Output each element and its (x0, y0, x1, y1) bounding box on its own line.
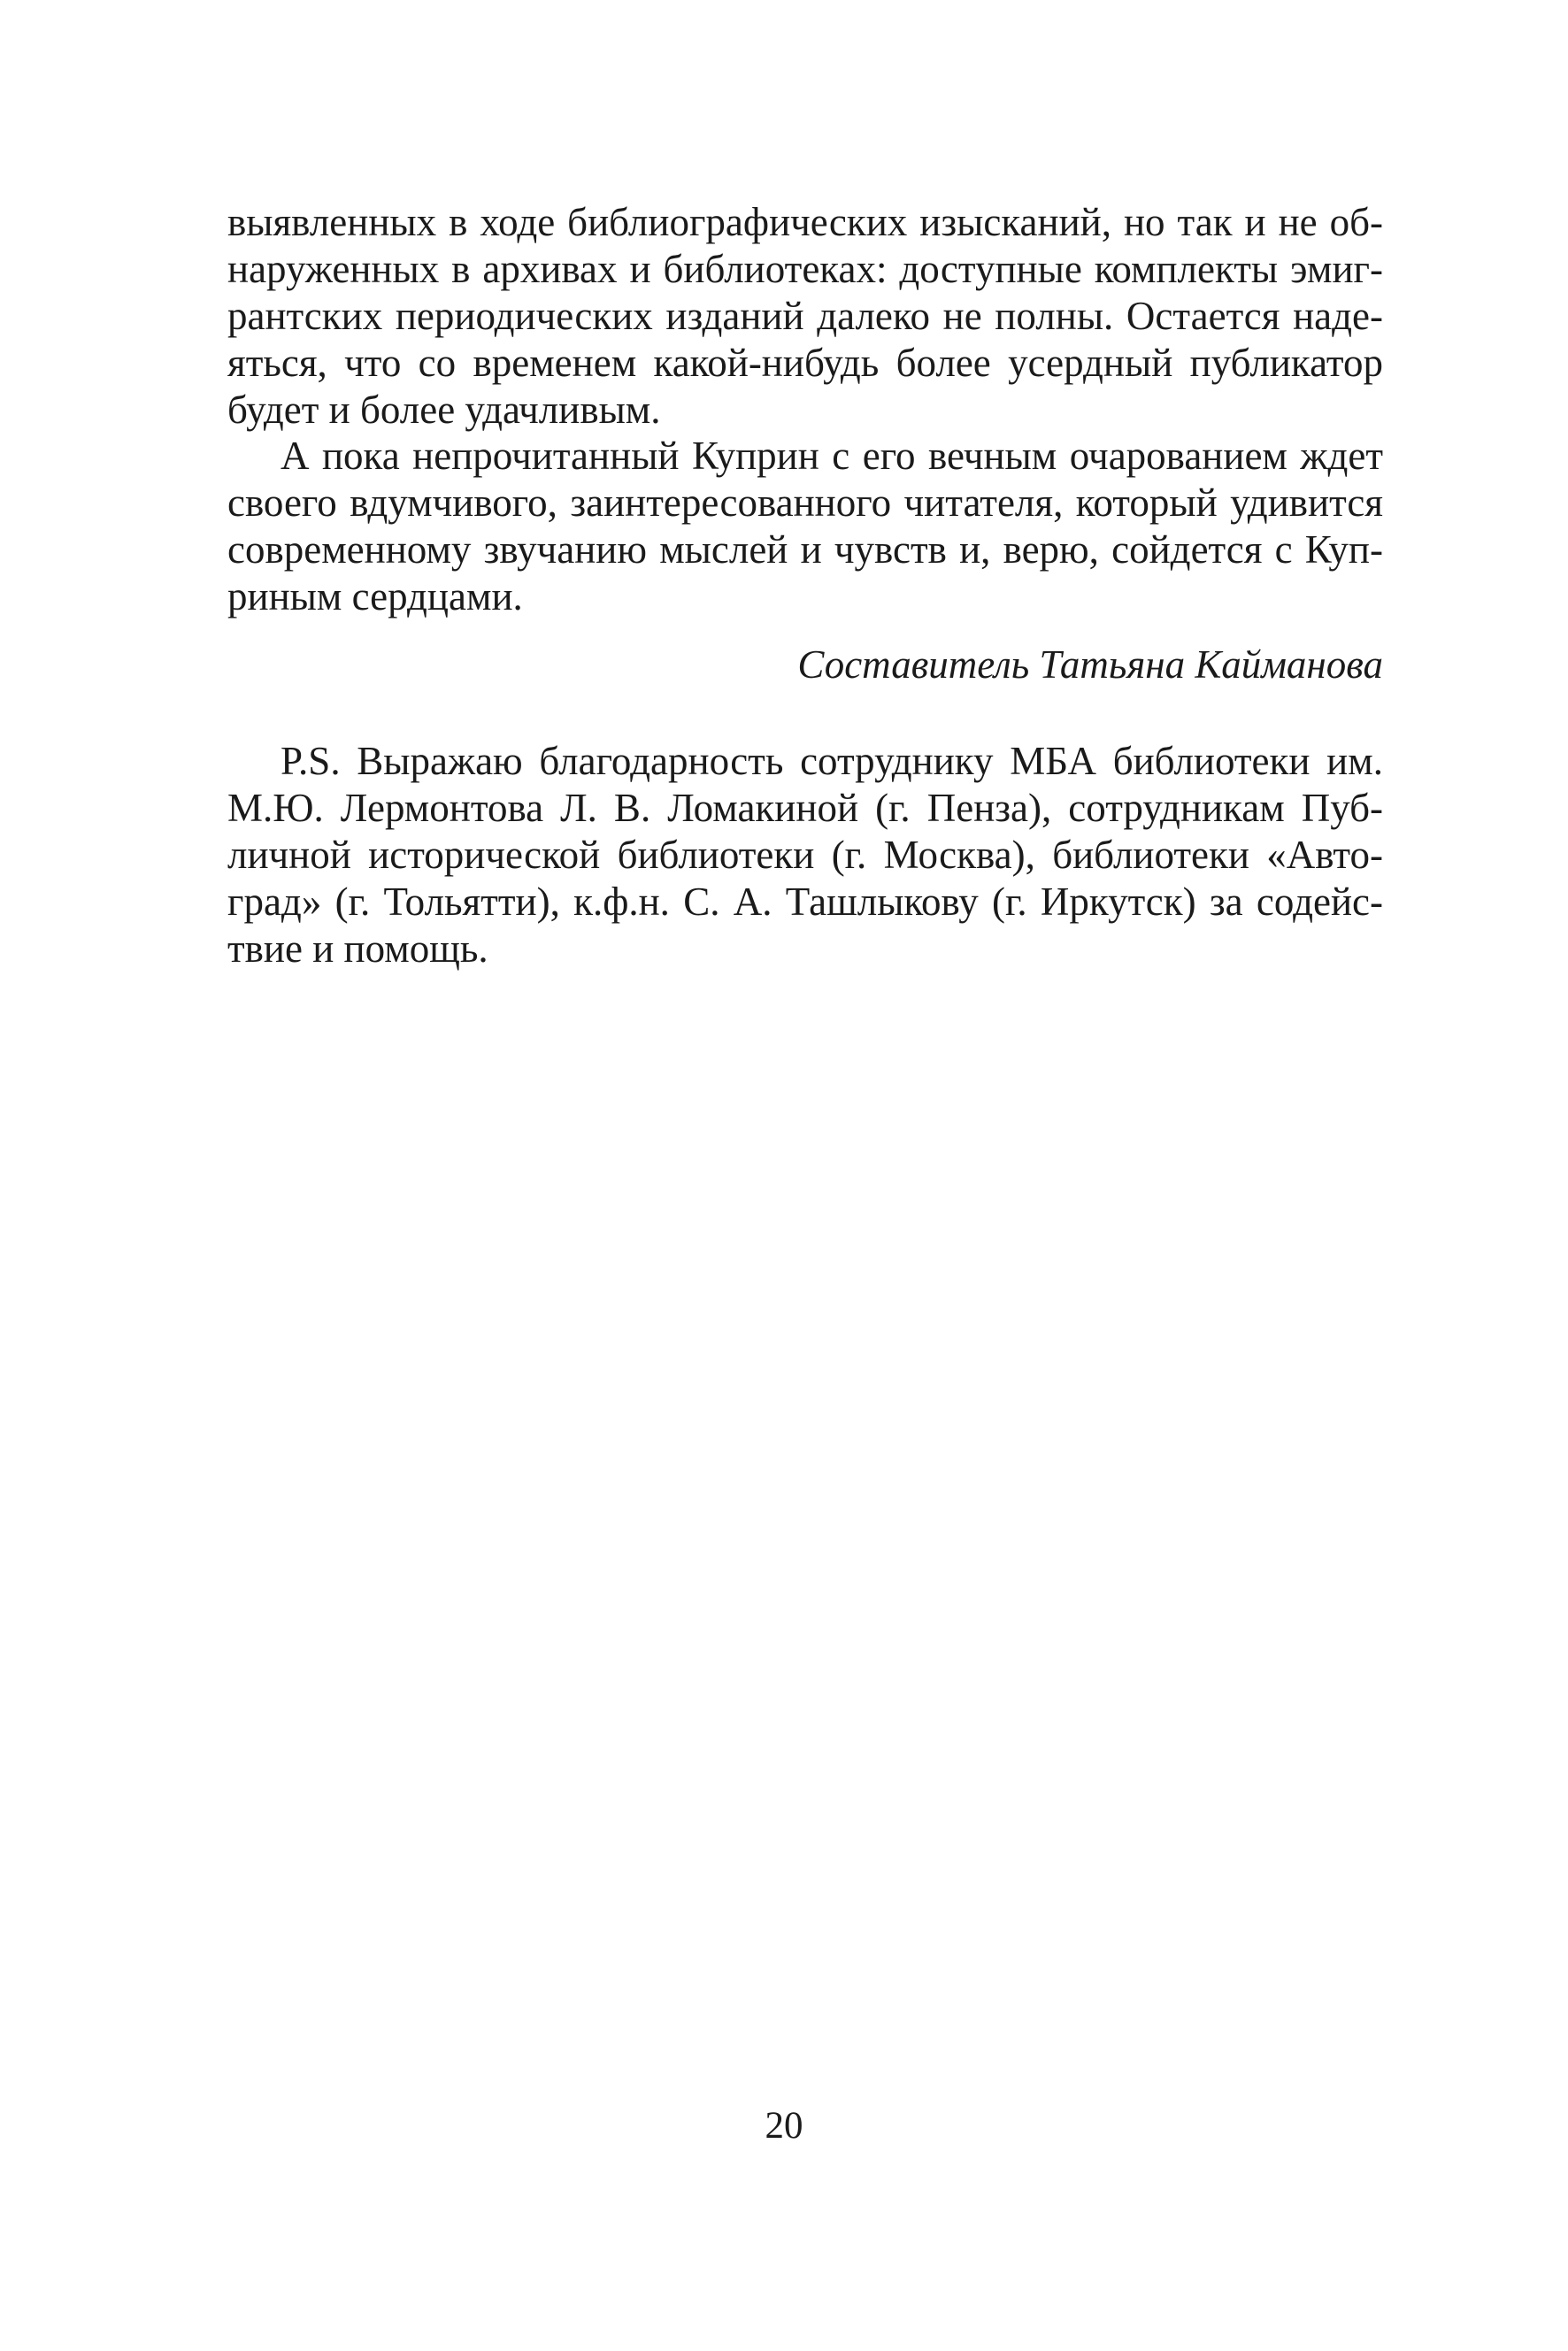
postscript (227, 738, 1383, 972)
postscript-line: град» (г. Тольятти), к.ф.н. С. А. Ташлыкову (г. Иркутск) за содейс- (227, 880, 1383, 924)
postscript-line: личной исторической библиотеки (г. Москва), библиотеки «Авто- (227, 833, 1383, 877)
paragraph-line: яться, что со временем какой-нибудь более усердный публикатор (227, 341, 1383, 385)
page-number: 20 (765, 2105, 803, 2147)
paragraph-line: риным сердцами. (227, 574, 523, 618)
postscript-line: М.Ю. Лермонтова Л. В. Ломакиной (г. Пенза), сотрудникам Пуб- (227, 786, 1383, 830)
paragraph-line: наруженных в архивах и библиотеках: доступные комплекты эмиг- (227, 247, 1383, 291)
paragraph-line: современному звучанию мыслей и чувств и, верю, сойдется с Куп- (227, 527, 1383, 572)
paragraph-closing (227, 433, 1383, 620)
postscript-line: P.S. Выражаю благодарность сотруднику МБА библиотеки им. (281, 739, 1383, 783)
paragraph-continuation (227, 199, 1383, 434)
paragraph-line: рантских периодических изданий далеко не полны. Остается наде- (227, 294, 1383, 338)
author-signature: Составитель Татьяна Кайманова (797, 642, 1383, 687)
paragraph-line: своего вдумчивого, заинтересованного читателя, который удивится (227, 480, 1383, 525)
paragraph-line: будет и более удачливым. (227, 388, 661, 432)
paragraph-line: А пока непрочитанный Куприн с его вечным очарованием ждет (281, 434, 1383, 478)
postscript-line: твие и помощь. (227, 926, 488, 971)
paragraph-line: выявленных в ходе библиографических изысканий, но так и не об- (227, 200, 1383, 244)
